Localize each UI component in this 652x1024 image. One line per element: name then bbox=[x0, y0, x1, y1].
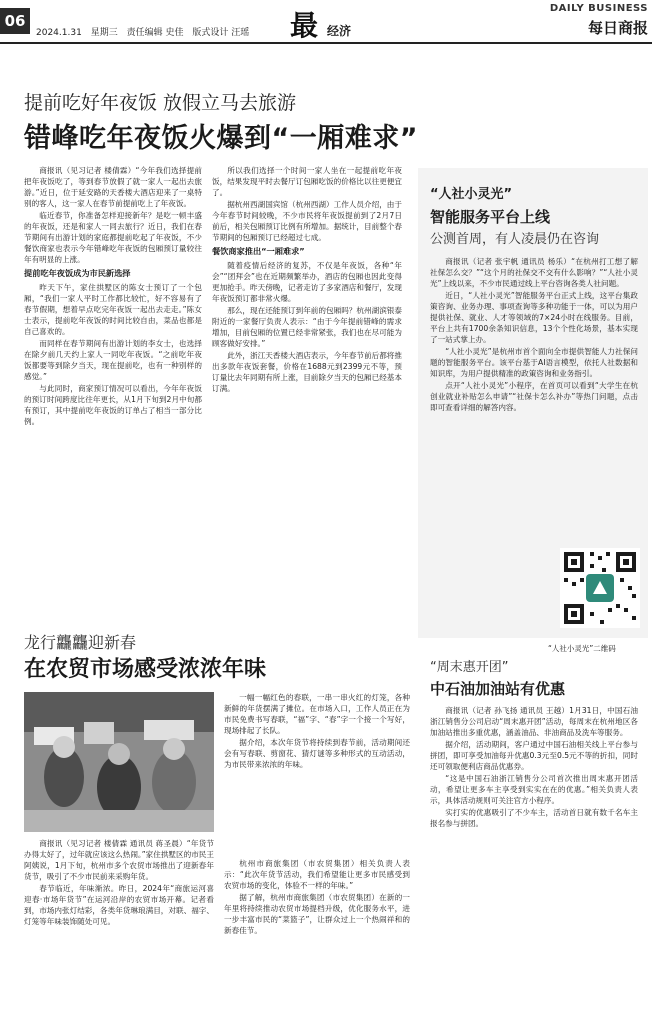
side-paragraph: 近日，“人社小灵光”智能服务平台正式上线，这平台集政策咨询、业务办理、事项查询等多种功能于一体，可以为用户提供社保、就业、人才等领域的7×24小时在线服务。目前，平台上共有1700余条知识信息，13个个性化场景，基本实现了一站式掌上办。 bbox=[430, 291, 638, 344]
qr-code-icon bbox=[560, 548, 640, 628]
middle-paragraph: 一幅一幅红色的春联，一串一串火红的灯笼，各种新鲜的年货摆满了摊位。在市场入口，工作人员正在为市民免费书写春联，“福”字、“春”字一个接一个写好，现场排起了长队。 bbox=[224, 693, 410, 735]
issue-weekday: 星期三 bbox=[90, 28, 118, 38]
lead-paragraph: 随着疫情后经济的复苏，不仅是年夜饭，各种“年会”“团拜会”也在近期频繁举办，酒店的包厢也因此变得更加抢手。昨天傍晚，记者走访了多家酒店和餐厅，发现年夜饭预订都非常火爆。 bbox=[212, 260, 402, 303]
side-paragraph: 点开“人社小灵光”小程序，在首页可以看到“大学生在杭创业就业补贴怎么申请”“社保卡怎么补办”等热门问题，点击即可查看详细的解答内容。 bbox=[430, 381, 638, 412]
bottom-right-title: 中石油加油站有优惠 bbox=[430, 680, 566, 698]
lead-kicker: 提前吃好年夜饭 放假立马去旅游 bbox=[24, 92, 297, 114]
lead-paragraph: 临近春节，你准备怎样迎接新年？是吃一顿丰盛的年夜饭，还是和家人一同去旅行？近日，我们在春节期间有出游计划的家庭都提前吃起了年夜饭，不少餐饮商家也表示今年错峰吃年夜饭的包厢预订量较往年有明显的上涨。 bbox=[24, 211, 202, 264]
side-kicker: “人社小灵光” bbox=[430, 187, 513, 202]
middle-column-c bbox=[224, 858, 410, 1018]
page-number: 06 bbox=[0, 8, 30, 34]
lead-paragraph: 所以我们选择一个时间一家人坐在一起提前吃年夜饭，结果发现平时去餐厅订包厢吃饭的价格比以往更便宜了。 bbox=[212, 166, 402, 197]
market-photo-illustration bbox=[24, 692, 214, 832]
lead-column-2 bbox=[212, 165, 402, 620]
bottom-right-paragraph: “这是中国石油浙江销售分公司首次推出周末惠开团活动，希望让更多车主享受到实实在在的优惠。”相关负责人表示，具体活动规则可关注官方小程序。 bbox=[430, 774, 638, 805]
bottom-right-paragraph: 据介绍，活动期间，客户通过中国石油相关线上平台参与拼团，即可享受加油每升优惠0.3元至0.5元不等的折扣，同时还可领取便利店商品优惠券。 bbox=[430, 740, 638, 771]
middle-paragraph: 春节临近，年味渐浓。昨日，2024年“商旅运河喜迎春·市场年货节”在运河沿岸的农贸市场开幕。记者看到，市场内张灯结彩，各类年货琳琅满目，对联、福字、灯笼等年味装饰随处可见。 bbox=[24, 884, 214, 926]
layout-designer: 版式设计 汪瑶 bbox=[192, 28, 250, 38]
lead-paragraph: 商报讯（见习记者 楼倩霖）“今年我们选择提前把年夜饭吃了，等到春节放假了就一家人一起出去旅游。”近日，位于延安路的天香楼大酒店迎来了一桌特别的客人，这一家人在春节前提前吃上了年夜饭。 bbox=[24, 166, 202, 208]
lead-paragraph: 据杭州西湖国宾馆（杭州西湖）工作人员介绍，由于今年春节时间较晚，不少市民将年夜饭提前到了2月7日前后，相关包厢预订比例有所增加。据统计，目前整个春节期间的包厢预订已经超过七成。 bbox=[212, 200, 402, 242]
bottom-right-body bbox=[430, 705, 638, 1018]
responsible-editor: 责任编辑 史佳 bbox=[126, 28, 184, 38]
page-header bbox=[0, 0, 652, 44]
middle-title: 在农贸市场感受浓浓年味 bbox=[24, 657, 267, 682]
side-paragraph: 商报讯（记者 张宇帆 通讯员 杨乐）“在杭州打工想了解社保怎么交？”“这个月的社保交不交有什么影响？”“人社小灵光”上线以来，不少市民通过线上平台咨询各类人社问题。 bbox=[430, 257, 638, 288]
middle-paragraph: 杭州市商旅集团（市农贸集团）相关负责人表示：“此次年货节活动，我们希望能让更多市民感受到农贸市场的变化，体验不一样的年味。” bbox=[224, 859, 410, 890]
header-meta bbox=[36, 25, 255, 38]
lead-paragraph: 而同样在春节期间有出游计划的李女士，也选择在除夕前几天约上家人一同吃年夜饭。“之前吃年夜饭都要等到除夕当天，现在提前吃，也有一种别样的感觉。” bbox=[24, 338, 202, 381]
lead-subhead: 提前吃年夜饭成为市民新选择 bbox=[24, 268, 131, 278]
middle-kicker: 龙行龘龘迎新春 bbox=[24, 633, 137, 652]
side-subtitle: 公测首周，有人凌晨仍在咨询 bbox=[430, 232, 600, 247]
lead-headline: 错峰吃年夜饭火爆到“一厢难求” bbox=[24, 123, 418, 154]
qr-caption: “人社小灵光”二维码 bbox=[548, 644, 616, 653]
section-name: 经济 bbox=[327, 24, 352, 38]
lead-paragraph: 昨天下午，家住拱墅区的陈女士预订了一个包厢，“我们一家人平时工作都比较忙，好不容易有了春节假期，想着早点吃完年夜饭一起出去走走。”陈女士表示，提前吃年夜饭的时间比较自由，菜品也都是自己喜欢的。 bbox=[24, 282, 202, 336]
brand-english: DAILY BUSINESS bbox=[549, 3, 648, 14]
lead-column-1 bbox=[24, 165, 202, 620]
side-paragraph: “人社小灵光”是杭州市首个面向全市提供智能人力社保问题的智能服务平台。该平台基于AI语言模型，依托人社数据和知识库，为用户提供精准的政策咨询和业务指引。 bbox=[430, 347, 638, 378]
section-logo-char: 最 bbox=[290, 9, 319, 42]
side-title: 智能服务平台上线 bbox=[430, 208, 551, 226]
qr-code-image[interactable] bbox=[560, 548, 640, 628]
lead-paragraph: 与此同时，商家预订情况可以看出，今年年夜饭的预订时间跨度比往年更长，从1月下旬到2月中旬都有预订，其中提前吃年夜饭的订单占了相当一部分比例。 bbox=[24, 383, 202, 426]
middle-paragraph: 商报讯（见习记者 楼倩霖 通讯员 蒋圣晨）“年货节办得太好了，过年就应该这么热闹。”家住拱墅区的市民王阿姨说，1月下旬，杭州市多个农贸市场推出了迎新春年货节，吸引了不少市民前来采购年货。 bbox=[24, 839, 214, 881]
middle-paragraph: 据介绍，本次年货节将持续到春节前，活动期间还会有写春联、剪窗花、猜灯谜等多种形式的互动活动，为市民带来浓浓的年味。 bbox=[224, 738, 410, 769]
brand-chinese: 每日商报 bbox=[587, 19, 648, 37]
lead-paragraph: 此外，浙江天香楼大酒店表示，今年春节前后都将推出多款年夜饭套餐，价格在1688元到2399元不等，预订量比去年同期有所上涨，目前除夕当天的包厢已经基本订满。 bbox=[212, 350, 402, 393]
middle-column-a bbox=[24, 838, 214, 1018]
bottom-right-paragraph: 商报讯（记者 孙飞扬 通讯员 王越）1月31日，中国石油浙江销售分公司启动“周末惠开团”活动，每周末在杭州地区各加油站推出多重优惠，涵盖油品、非油商品及洗车等服务。 bbox=[430, 706, 638, 737]
middle-paragraph: 据了解，杭州市商旅集团（市农贸集团）在新的一年里将持续推动农贸市场提档升级，优化服务水平，进一步丰富市民的“菜篮子”，让群众过上一个热闹祥和的新春佳节。 bbox=[224, 893, 410, 935]
bottom-right-kicker: “周末惠开团” bbox=[430, 660, 509, 675]
header-rule bbox=[0, 42, 652, 44]
middle-column-b bbox=[224, 692, 410, 850]
issue-date: 2024.1.31 bbox=[36, 28, 82, 38]
bottom-right-paragraph: 实打实的优惠吸引了不少车主，活动首日就有数千名车主报名参与拼团。 bbox=[430, 808, 638, 828]
lead-paragraph: 那么，现在还能预订到年前的包厢吗？杭州湖滨银泰附近的一家餐厅负责人表示：“由于今年提前错峰的需求增加，目前包厢的位置已经非常紧张，我们也在尽可能为顾客做好安排。” bbox=[212, 305, 402, 348]
lead-subhead: 餐饮商家推出“一厢难求” bbox=[212, 246, 305, 256]
market-photo bbox=[24, 692, 214, 832]
